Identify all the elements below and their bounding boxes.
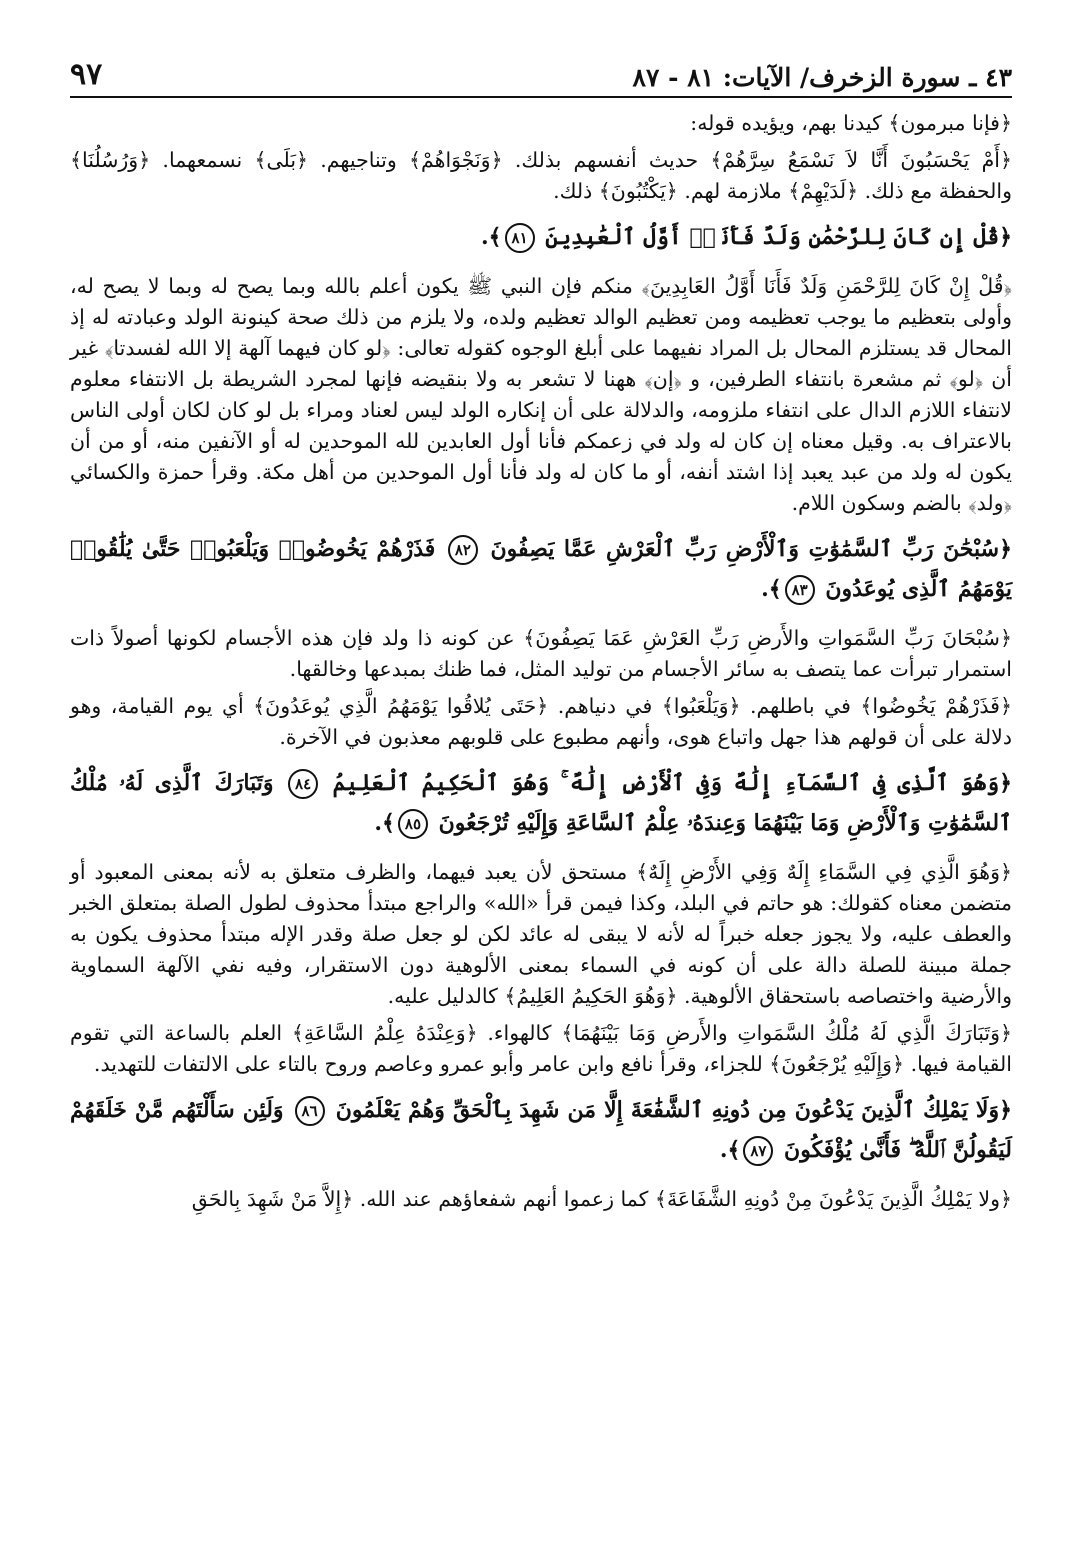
verse-number-marker: ٨٥ [398,809,428,839]
verse-closing: ﴾. [719,1137,741,1163]
verse-text: ﴿قُلْ إِن كَانَ لِلرَّحْمَٰنِ وَلَدٌ فَأَنَا۠ أَوَّلُ ٱلْعَٰبِدِينَ [545,224,1012,250]
verse-text: ﴿سُبْحَٰنَ رَبِّ ٱلسَّمَٰوَٰتِ وَٱلْأَرْضِ رَبِّ ٱلْعَرْشِ عَمَّا يَصِفُونَ [490,536,1012,562]
quran-verse-block [70,1090,1012,1170]
page-number: ٩٧ [70,57,103,92]
page-header [70,52,1012,98]
verse-number-marker: ٨١ [505,223,535,253]
verse-number-marker: ٨٦ [295,1096,325,1126]
commentary-paragraph: ﴿فإنا مبرمون﴾ كيدنا بهم، ويؤيده قوله: [690,111,1012,135]
commentary-paragraph: ﴿سُبْحَانَ رَبِّ السَّمَواتِ والأَرضِ رَبِّ العَرْشِ عَمَا يَصِفُونَ﴾ عن كونه ذا ولد فإن هذه الأجسام لكونها أصولاً ذات استمرار تبرأت عما يتصف به سائر الأجسام من توليد المثل، فما ظنك بمبدعها وخالقها. [70,626,1012,681]
verse-text: ﴿وَهُوَ ٱلَّذِى فِى ٱلسَّمَآءِ إِلَٰهٌ وَفِى ٱلْأَرْضِ إِلَٰهٌ ۚ وَهُوَ ٱلْحَكِيمُ ٱلْعَلِيمُ [332,770,1013,796]
verse-text: فَذَرْهُمْ يَخُوضُوا۟ وَيَلْعَبُوا۟ حَتَّىٰ يُلَٰقُوا۟ يَوْمَهُمُ ٱلَّذِى يُوعَدُونَ [70,536,1012,602]
verse-number-marker: ٨٢ [448,535,478,565]
verse-text: ﴿وَلَا يَمْلِكُ ٱلَّذِينَ يَدْعُونَ مِن دُونِهِ ٱلشَّفَٰعَةَ إِلَّا مَن شَهِدَ بِٱلْحَقِّ وَهُمْ يَعْلَمُونَ [335,1097,1012,1123]
quran-verse-block [70,217,1012,257]
verse-closing: ﴾. [761,576,782,602]
page-body [70,108,1012,1221]
verse-closing: ﴾. [374,810,395,836]
quran-verse-block [70,763,1012,843]
commentary-paragraph: ﴿وَتَبَارَكَ الَّذِي لَهُ مُلْكُ السَّمَواتِ والأَرضِ وَمَا بَيْنَهُمَا﴾ كالهواء. ﴿وَعِنْدَهُ عِلْمُ السَّاعَةِ﴾ العلم بالساعة التي تقوم القيامة فيها. ﴿وَإِلَيْهِ يُرْجَعُونَ﴾ للجزاء، وقرأ نافع وابن عامر وأبو عمرو وعاصم وروح بالتاء على الالتفات للتهديد. [70,1021,1012,1076]
verse-number-marker: ٨٧ [743,1136,773,1166]
verse-closing: ﴾. [481,224,502,250]
commentary-paragraph: ﴿ولا يَمْلِكُ الَّذِينَ يَدْعُونَ مِنْ دُونِهِ الشَّفَاعَةَ﴾ كما زعموا أنهم شفعاؤهم عند الله. ﴿إِلاَّ مَنْ شَهِدَ بِالحَقِ [191,1187,1012,1211]
verse-text: وَتَبَارَكَ ٱلَّذِى لَهُۥ مُلْكُ ٱلسَّمَٰوَٰتِ وَٱلْأَرْضِ وَمَا بَيْنَهُمَا وَعِندَهُۥ عِلْمُ ٱلسَّاعَةِ وَإِلَيْهِ تُرْجَعُونَ [70,770,1012,836]
verse-number-marker: ٨٤ [288,769,318,799]
commentary-paragraph: ﴿أَمْ يَحْسَبُونَ أَنَّا لاَ نَسْمَعُ سِرَّهُمْ﴾ حديث أنفسهم بذلك. ﴿وَنَجْوَاهُمْ﴾ وتناجيهم. ﴿بَلَى﴾ نسمعهما. ﴿وَرُسُلُنَا﴾ والحفظة مع ذلك. ﴿لَدَيْهِمْ﴾ ملازمة لهم. ﴿يَكْتُبُونَ﴾ ذلك. [70,148,1012,203]
verse-text: وَلَئِن سَأَلْتَهُم مَّنْ خَلَقَهُمْ لَيَقُولُنَّ ٱللَّهُ ۖ فَأَنَّىٰ يُؤْفَكُونَ [70,1097,1012,1163]
commentary-paragraph: ﴿وَهُوَ الَّذِي فِي السَّمَاءِ إِلَهٌ وَفِي الأَرْضِ إِلَهٌ﴾ مستحق لأن يعبد فيهما، والظرف متعلق به لأنه بمعنى المعبود أو متضمن معناه كقولك: هو حاتم في البلد، وكذا فيمن قرأ «الله» والراجع مبتدأ محذوف لطول الصلة بمتعلق الخبر والعطف عليه، ولا يجوز جعله خبراً له لأنه لا يبقى له عائد لكن لو جعل صلة وقدر الإله مبتدأ محذوف يكون به جملة مبينة للصلة دالة على أن كونه في السماء بمعنى الألوهية دون الاستقرار، وفيه نفي الآلهة السماوية والأرضية واختصاصه باستحقاق الألوهية. ﴿وَهُوَ الحَكِيمُ العَلِيمُ﴾ كالدليل عليه. [70,860,1012,1008]
verse-number-marker: ٨٣ [785,575,815,605]
running-title: ٤٣ ـ سورة الزخرف/ الآيات: ٨١ - ٨٧ [632,63,1012,92]
commentary-paragraph: ﴿فَذَرْهُمْ يَخُوضُوا﴾ في باطلهم. ﴿وَيَلْعَبُوا﴾ في دنياهم. ﴿حَتَى يُلاقُوا يَوْمَهُمُ الَّذِي يُوعَدُونَ﴾ أي يوم القيامة، وهو دلالة على أن قولهم هذا جهل واتباع هوى، وأنهم مطبوع على قلوبهم معذبون في الآخرة. [70,694,1012,749]
quran-verse-block [70,529,1012,609]
commentary-paragraph: ﴿قُلْ إِنْ كَانَ لِلرَّحْمَنِ وَلَدٌ فَأَنَا أَوَّلُ العَابِدِينَ﴾ منكم فإن النبي ﷺ يكون أعلم بالله وبما يصح له وبما لا يصح له، وأولى بتعظيم ما يوجب تعظيمه ومن تعظيم الوالد تعظيم ولده، ولا يلزم من ذلك صحة كينونة الولد وعبادته له إذ المحال قد يستلزم المحال بل المراد نفيهما على أبلغ الوجوه كقوله تعالى: ﴿لو كان فيهما آلهة إلا الله لفسدتا﴾ غير أن ﴿لو﴾ ثم مشعرة بانتفاء الطرفين، و ﴿إن﴾ ههنا لا تشعر به ولا بنقيضه فإنها لمجرد الشريطة بل الانتفاء معلوم لانتفاء اللازم الدال على انتفاء ملزومه، والدلالة على أن إنكاره الولد ليس لعناد ومراء بل لو كان لكان أولى الناس بالاعتراف به. وقيل معناه إن كان له ولد في زعمكم فأنا أول العابدين لله الموحدين له أو الآنفين منه، أو من أن يكون له ولد من عبد يعبد إذا اشتد أنفه، أو ما كان له ولد فأنا أول الموحدين من أهل مكة. وقرأ حمزة والكسائي ﴿ولد﴾ بالضم وسكون اللام. [70,274,1012,515]
